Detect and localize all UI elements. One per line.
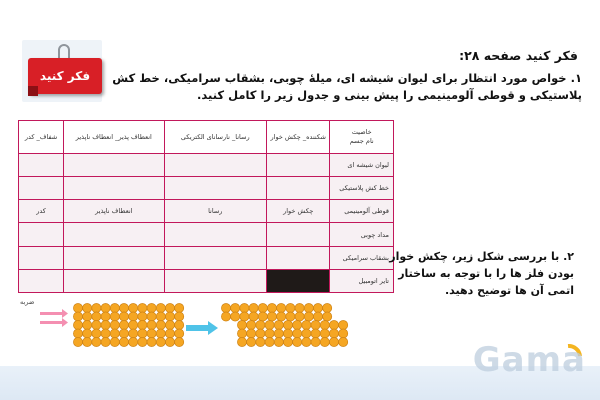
table-row bbox=[19, 154, 394, 177]
atom bbox=[311, 329, 320, 338]
atom bbox=[231, 312, 240, 321]
question-2-text: ۲. با بررسی شکل زیر، چکش خوار بودن فلز ها را با توجه به ساختار اتمی آن ها توضیح دهید. bbox=[389, 250, 574, 297]
atom bbox=[293, 337, 302, 346]
atom bbox=[101, 337, 110, 346]
atom bbox=[165, 312, 174, 321]
question-1-text: ۱. خواص مورد انتظار برای لیوان شیشه ای، میلهٔ چوبی، بشقاب سرامیکی، خط کش پلاستیکی و قوطی آلومینیمی را پیش بینی و جدول زیر را کامل کنید. bbox=[112, 71, 582, 102]
atom bbox=[304, 312, 313, 321]
table-cell[interactable] bbox=[266, 154, 330, 177]
atom bbox=[165, 320, 174, 329]
atom bbox=[240, 303, 249, 312]
atom bbox=[119, 312, 128, 321]
corner-top-label: خاصیت bbox=[351, 128, 372, 136]
atom bbox=[110, 312, 119, 321]
atom bbox=[129, 337, 138, 346]
atom bbox=[165, 337, 174, 346]
atom bbox=[274, 337, 283, 346]
atom bbox=[92, 320, 101, 329]
atom bbox=[119, 303, 128, 312]
force-label: ضربه bbox=[20, 298, 35, 306]
table-cell[interactable]: انعطاف ناپذیر bbox=[64, 200, 164, 223]
atom bbox=[247, 320, 256, 329]
atom bbox=[265, 329, 274, 338]
atom bbox=[258, 303, 267, 312]
metal-structure-diagram bbox=[40, 294, 370, 350]
atom bbox=[83, 303, 92, 312]
atom bbox=[138, 337, 147, 346]
atom bbox=[147, 312, 156, 321]
atom bbox=[320, 320, 329, 329]
transform-arrow-icon bbox=[186, 321, 218, 335]
atom bbox=[110, 303, 119, 312]
badge-fold-icon bbox=[28, 86, 38, 96]
table-cell[interactable] bbox=[266, 246, 330, 269]
atom bbox=[101, 312, 110, 321]
atom bbox=[138, 303, 147, 312]
atom bbox=[175, 337, 184, 346]
atom bbox=[329, 320, 338, 329]
atom bbox=[147, 320, 156, 329]
atom bbox=[313, 312, 322, 321]
atom bbox=[175, 329, 184, 338]
atom bbox=[156, 337, 165, 346]
atom bbox=[156, 320, 165, 329]
atom bbox=[73, 337, 82, 346]
atom bbox=[295, 312, 304, 321]
column-header: شکننده_ چکش خوار bbox=[266, 121, 330, 154]
atom bbox=[73, 312, 82, 321]
table-cell[interactable] bbox=[64, 177, 164, 200]
atom bbox=[323, 303, 332, 312]
atom bbox=[119, 337, 128, 346]
think-badge-label: فکر کنید bbox=[39, 69, 91, 83]
table-cell[interactable] bbox=[64, 154, 164, 177]
atom bbox=[339, 337, 348, 346]
table-cell[interactable] bbox=[19, 177, 64, 200]
atom bbox=[237, 329, 246, 338]
atom bbox=[274, 320, 283, 329]
atom bbox=[258, 312, 267, 321]
atom bbox=[286, 312, 295, 321]
atom bbox=[147, 303, 156, 312]
column-header: رسانا_ نارسانای الکتریکی bbox=[164, 121, 266, 154]
atom bbox=[329, 337, 338, 346]
atom bbox=[147, 337, 156, 346]
atom bbox=[256, 320, 265, 329]
table-cell[interactable] bbox=[164, 177, 266, 200]
table-cell[interactable]: کدر bbox=[19, 200, 64, 223]
atom bbox=[237, 320, 246, 329]
atom bbox=[101, 303, 110, 312]
table-cell[interactable]: چکش خوار bbox=[266, 200, 330, 223]
atom bbox=[83, 320, 92, 329]
table-cell[interactable] bbox=[266, 223, 330, 246]
atom bbox=[165, 303, 174, 312]
atom bbox=[302, 320, 311, 329]
atom bbox=[277, 312, 286, 321]
think-badge bbox=[28, 58, 102, 94]
table-corner-cell bbox=[330, 121, 394, 154]
atom bbox=[92, 329, 101, 338]
atom bbox=[302, 329, 311, 338]
atom bbox=[221, 303, 230, 312]
atom bbox=[156, 329, 165, 338]
atom bbox=[92, 312, 101, 321]
atom bbox=[138, 320, 147, 329]
atom bbox=[256, 337, 265, 346]
atom bbox=[129, 303, 138, 312]
atom bbox=[247, 329, 256, 338]
properties-table-container bbox=[18, 120, 394, 293]
atom bbox=[293, 329, 302, 338]
table-header-row bbox=[19, 121, 394, 154]
atom bbox=[256, 329, 265, 338]
atom bbox=[240, 312, 249, 321]
table-cell[interactable] bbox=[164, 154, 266, 177]
table-row bbox=[19, 200, 394, 223]
atom bbox=[129, 329, 138, 338]
atom bbox=[295, 303, 304, 312]
row-name: لیوان شیشه ای bbox=[330, 154, 394, 177]
atom bbox=[265, 320, 274, 329]
row-name: تایر اتومبیل bbox=[330, 269, 394, 292]
table-cell[interactable] bbox=[64, 246, 164, 269]
atom bbox=[73, 320, 82, 329]
atom bbox=[175, 320, 184, 329]
atom bbox=[265, 337, 274, 346]
table-cell[interactable] bbox=[19, 223, 64, 246]
table-cell[interactable] bbox=[266, 177, 330, 200]
atom bbox=[267, 303, 276, 312]
atom bbox=[175, 303, 184, 312]
atom bbox=[302, 337, 311, 346]
atom bbox=[304, 303, 313, 312]
row-name: بشقاب سرامیکی bbox=[330, 246, 394, 269]
table-cell[interactable] bbox=[64, 223, 164, 246]
atom bbox=[286, 303, 295, 312]
impact-arrow-icon bbox=[40, 309, 68, 327]
table-cell[interactable] bbox=[164, 246, 266, 269]
atom bbox=[119, 329, 128, 338]
corner-bottom-label: نام جسم bbox=[349, 137, 374, 145]
table-cell[interactable] bbox=[164, 269, 266, 292]
atom bbox=[320, 337, 329, 346]
atom bbox=[175, 312, 184, 321]
atom bbox=[73, 303, 82, 312]
atom bbox=[147, 329, 156, 338]
table-cell[interactable] bbox=[164, 223, 266, 246]
atom bbox=[283, 320, 292, 329]
atom bbox=[311, 320, 320, 329]
atom bbox=[283, 329, 292, 338]
atom bbox=[156, 312, 165, 321]
atoms-after-impact bbox=[221, 303, 347, 346]
atom bbox=[249, 312, 258, 321]
atom bbox=[323, 312, 332, 321]
atom bbox=[83, 329, 92, 338]
table-row bbox=[19, 269, 394, 292]
atom bbox=[247, 337, 256, 346]
atom bbox=[237, 337, 246, 346]
atom bbox=[129, 312, 138, 321]
atom bbox=[313, 303, 322, 312]
properties-table bbox=[18, 120, 394, 293]
table-cell[interactable] bbox=[19, 154, 64, 177]
atom bbox=[221, 312, 230, 321]
atom bbox=[92, 303, 101, 312]
atom bbox=[101, 329, 110, 338]
atom bbox=[73, 329, 82, 338]
atom bbox=[293, 320, 302, 329]
row-name: قوطی آلومینیمی bbox=[330, 200, 394, 223]
atom bbox=[283, 337, 292, 346]
table-cell[interactable]: رسانا bbox=[164, 200, 266, 223]
atom bbox=[110, 320, 119, 329]
atom bbox=[83, 337, 92, 346]
atom bbox=[83, 312, 92, 321]
atom bbox=[129, 320, 138, 329]
row-name: خط کش پلاستیکی bbox=[330, 177, 394, 200]
atom bbox=[165, 329, 174, 338]
table-cell[interactable] bbox=[64, 269, 164, 292]
atom bbox=[339, 329, 348, 338]
table-row bbox=[19, 177, 394, 200]
atoms-before-impact bbox=[73, 303, 183, 346]
atom bbox=[311, 337, 320, 346]
table-row bbox=[19, 246, 394, 269]
column-header: شفاف_ کدر bbox=[19, 121, 64, 154]
table-row bbox=[19, 223, 394, 246]
row-name: مداد چوبی bbox=[330, 223, 394, 246]
atom bbox=[110, 337, 119, 346]
table-cell[interactable] bbox=[19, 246, 64, 269]
atom bbox=[101, 320, 110, 329]
atom bbox=[329, 329, 338, 338]
atom bbox=[138, 312, 147, 321]
column-header: انعطاف پذیر_ انعطاف ناپذیر bbox=[64, 121, 164, 154]
atom bbox=[119, 320, 128, 329]
atom bbox=[138, 329, 147, 338]
table-cell[interactable] bbox=[19, 269, 64, 292]
atom bbox=[277, 303, 286, 312]
brand-logo: Gama bbox=[472, 340, 586, 380]
atom bbox=[92, 337, 101, 346]
atom bbox=[320, 329, 329, 338]
atom bbox=[156, 303, 165, 312]
atom bbox=[231, 303, 240, 312]
atom bbox=[110, 329, 119, 338]
table-cell-shaded[interactable] bbox=[266, 269, 330, 292]
atom bbox=[249, 303, 258, 312]
atom bbox=[267, 312, 276, 321]
atom bbox=[274, 329, 283, 338]
atom bbox=[339, 320, 348, 329]
page-heading: فکر کنید صفحه ۲۸: bbox=[459, 48, 578, 63]
